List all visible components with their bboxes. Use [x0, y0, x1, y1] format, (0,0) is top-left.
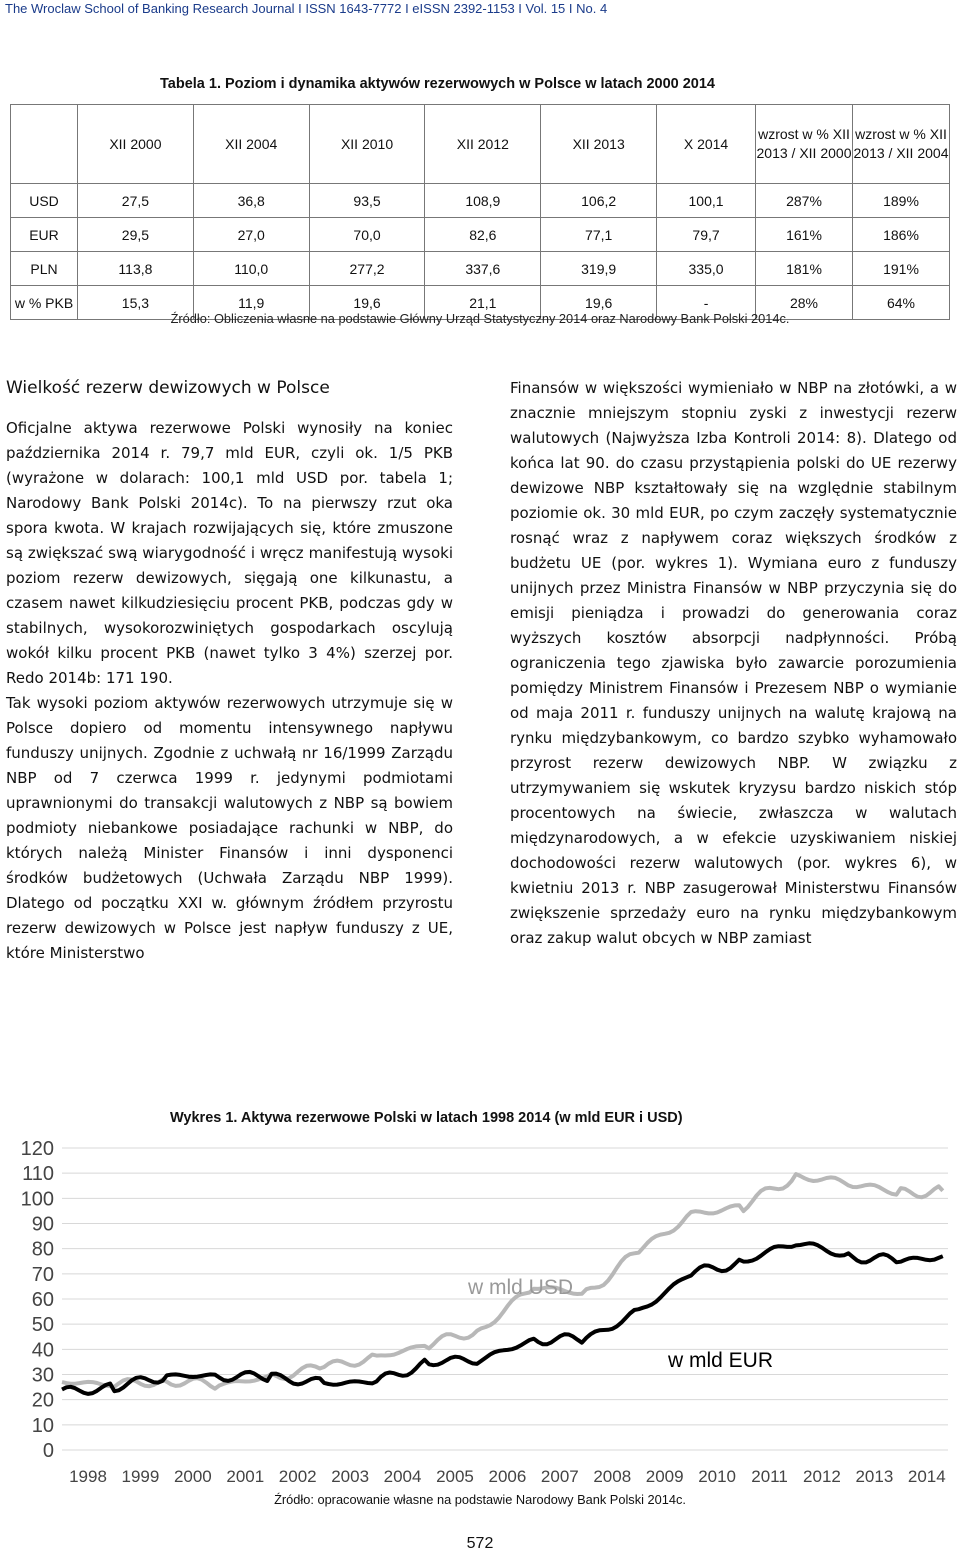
table-row: [11, 184, 950, 218]
x-tick-label: 2013: [855, 1467, 894, 1486]
y-tick-label: 90: [31, 1213, 54, 1236]
reserves-line-chart: [0, 1130, 960, 1492]
series-line: [62, 1243, 943, 1394]
table-cell: 189%: [853, 184, 950, 218]
table-header-cell: wzrost w % XII 2013 / XII 2000: [756, 105, 853, 184]
x-tick-label: 2002: [278, 1467, 317, 1486]
table-row: [11, 218, 950, 252]
table-cell: 28%: [756, 286, 853, 320]
table-cell: PLN: [11, 252, 78, 286]
y-tick-label: 80: [31, 1238, 54, 1261]
paragraph: Tak wysoki poziom aktywów rezerwowych utrzymuje się w Polsce dopiero od momentu intensywnego napływu funduszy unijnych. Zgodnie z uchwałą nr 16/1999 Zarządu NBP od 7 czerwca 1999 r. jedynymi podmiotami uprawnionymi do transakcji walutowych z NBP są bowiem podmioty niebankowe posiadające rachunki w NBP, do których należą Minister Finansów i inni dysponenci środków budżetowych (Uchwała Zarządu NBP 1999). Dlatego od początku XXI w. głównym źródłem przyrostu rezerw dewizowych w Polsce jest napływ funduszy z UE, które Ministerstwo: [6, 694, 453, 962]
x-tick-label: 1999: [121, 1467, 160, 1486]
y-tick-label: 50: [31, 1314, 54, 1337]
table-header-cell: XII 2004: [193, 105, 309, 184]
table-cell: 36,8: [193, 184, 309, 218]
y-tick-label: 30: [31, 1364, 54, 1387]
x-tick-label: 2009: [645, 1467, 684, 1486]
x-tick-label: 2005: [436, 1467, 474, 1486]
left-column: [6, 376, 453, 966]
journal-header: The Wroclaw School of Banking Research Journal I ISSN 1643-7772 I eISSN 2392-1153 I Vol. 15 I No. 4: [5, 1, 608, 16]
table-cell: 21,1: [425, 286, 541, 320]
y-tick-label: 40: [31, 1339, 54, 1362]
table-cell: 79,7: [657, 218, 756, 252]
table-cell: 108,9: [425, 184, 541, 218]
table-header-cell: XII 2012: [425, 105, 541, 184]
table-header-cell: wzrost w % XII 2013 / XII 2004: [853, 105, 950, 184]
y-tick-label: 100: [20, 1188, 54, 1211]
page-number: 572: [466, 1535, 494, 1552]
table-cell: 82,6: [425, 218, 541, 252]
x-tick-label: 2008: [593, 1467, 632, 1486]
table-cell: 337,6: [425, 252, 541, 286]
table-cell: 113,8: [78, 252, 194, 286]
series-label: w mld EUR: [668, 1348, 774, 1372]
x-tick-label: 2000: [173, 1467, 212, 1486]
table-cell: 161%: [756, 218, 853, 252]
reserves-table: [10, 104, 950, 320]
series-label: w mld USD: [468, 1275, 574, 1299]
x-tick-label: 2004: [383, 1467, 422, 1486]
table-header-cell: [11, 105, 78, 184]
table-cell: 277,2: [309, 252, 425, 286]
table-cell: 27,5: [78, 184, 194, 218]
table-cell: 181%: [756, 252, 853, 286]
right-column: [510, 376, 957, 951]
table-cell: 70,0: [309, 218, 425, 252]
section-heading: Wielkość rezerw dewizowych w Polsce: [6, 378, 330, 398]
table-cell: 100,1: [657, 184, 756, 218]
table-cell: 335,0: [657, 252, 756, 286]
table-cell: USD: [11, 184, 78, 218]
table-cell: 64%: [853, 286, 950, 320]
table-cell: 319,9: [541, 252, 657, 286]
table-cell: -: [657, 286, 756, 320]
x-tick-label: 2012: [803, 1467, 841, 1486]
table-header-cell: XII 2010: [309, 105, 425, 184]
x-tick-label: 2003: [331, 1467, 370, 1486]
table-header-cell: XII 2013: [541, 105, 657, 184]
x-tick-label: 2006: [488, 1467, 527, 1486]
table-cell: 19,6: [541, 286, 657, 320]
x-tick-label: 2010: [698, 1467, 737, 1486]
y-tick-label: 60: [31, 1289, 54, 1311]
x-tick-label: 2011: [751, 1467, 788, 1486]
y-tick-label: 20: [31, 1389, 54, 1412]
table-cell: 11,9: [193, 286, 309, 320]
table-cell: 29,5: [78, 218, 194, 252]
table-cell: 191%: [853, 252, 950, 286]
table-row: [11, 252, 950, 286]
table-cell: 186%: [853, 218, 950, 252]
table-header-row: [11, 105, 950, 184]
y-tick-label: 70: [31, 1263, 54, 1286]
y-tick-label: 0: [42, 1440, 54, 1462]
table-cell: 106,2: [541, 184, 657, 218]
table-cell: 77,1: [541, 218, 657, 252]
table-cell: 15,3: [78, 286, 194, 320]
table-cell: w % PKB: [11, 286, 78, 320]
chart-source: Źródło: opracowanie własne na podstawie Narodowy Bank Polski 2014c.: [274, 1492, 686, 1507]
x-tick-label: 2014: [907, 1467, 946, 1486]
y-tick-label: 10: [31, 1414, 54, 1437]
paragraph: Finansów w większości wymieniało w NBP na złotówki, a w znacznie mniejszym stopniu zyski z inwestycji rezerw walutowych (Najwyższa Izba Kontroli 2014: 8). Dlatego od końca lat 90. do czasu przystąpienia polski do UE rezerwy dewizowe NBP kształtowały się na względnie stabilnym poziomie ok. 30 mld EUR, po czym zaczęły systematycznie rosnąć wraz z napływem coraz większych środków z budżetu UE (por. wykres 1). Wymiana euro z funduszy unijnych przez Ministra Finansów w NBP przyczynia się do emisji pieniądza i prowadzi do generowania coraz wyższych kosztów absorpcji nadpłynności. Próbą ograniczenia tego zjawiska było zawarcie porozumienia pomiędzy Ministrem Finansów i Prezesem NBP o wymianie od maja 2011 r. funduszy unijnych na walutę krajową na rynku międzybankowym, co bardzo szybko wyhamowało przyrost rezerw dewizowych NBP. W związku z utrzymywaniem się wskutek kryzysu bardzo niskich stóp procentowych na świecie, zwłaszcza w walutach międzynarodowych, a w efekcie uzyskiwaniem niskiej dochodowości rezerw walutowych (por. wykres 6), w kwietniu 2013 r. NBP zasugerował Ministerstwu Finansów zwiększenie sprzedaży euro na rynku międzybankowym oraz zakup walut obcych w NBP zamiast: [510, 379, 957, 947]
table-header-cell: XII 2000: [78, 105, 194, 184]
y-tick-label: 120: [20, 1138, 54, 1160]
table-cell: 287%: [756, 184, 853, 218]
y-tick-label: 110: [22, 1163, 54, 1186]
table-header-cell: X 2014: [657, 105, 756, 184]
table-cell: 93,5: [309, 184, 425, 218]
table-cell: 19,6: [309, 286, 425, 320]
table-caption: Tabela 1. Poziom i dynamika aktywów rezerwowych w Polsce w latach 2000 2014: [160, 76, 716, 92]
table-source: Źródło: Obliczenia własne na podstawie Główny Urząd Statystyczny 2014 oraz Narodowy Bank Polski 2014c.: [170, 311, 790, 326]
paragraph: Oficjalne aktywa rezerwowe Polski wynosiły na koniec października 2014 r. 79,7 mld EUR, czyli ok. 1/5 PKB (wyrażone w dolarach: 100,1 mld USD por. tabela 1; Narodowy Bank Polski 2014c). To na pierwszy rzut oka spora kwota. W krajach rozwijających się, które zmuszone są zwiększać swą wiarygodność i wręcz manifestują wysoki poziom rezerw dewizowych, sięgają one kilkunastu, a czasem nawet kilkudziesięciu procent PKB, podczas gdy w stabilnych, wysokorozwiniętych gospodarkach oscylują wokół kilku procent PKB (nawet tylko 3 4%) szerzej por. Redo 2014b: 171 190.: [6, 419, 453, 687]
chart-title: Wykres 1. Aktywa rezerwowe Polski w latach 1998 2014 (w mld EUR i USD): [170, 1110, 683, 1126]
x-tick-label: 2001: [226, 1467, 265, 1486]
x-tick-label: 1998: [69, 1467, 107, 1486]
table-cell: EUR: [11, 218, 78, 252]
x-tick-label: 2007: [540, 1467, 579, 1486]
table-cell: 27,0: [193, 218, 309, 252]
table-cell: 110,0: [193, 252, 309, 286]
